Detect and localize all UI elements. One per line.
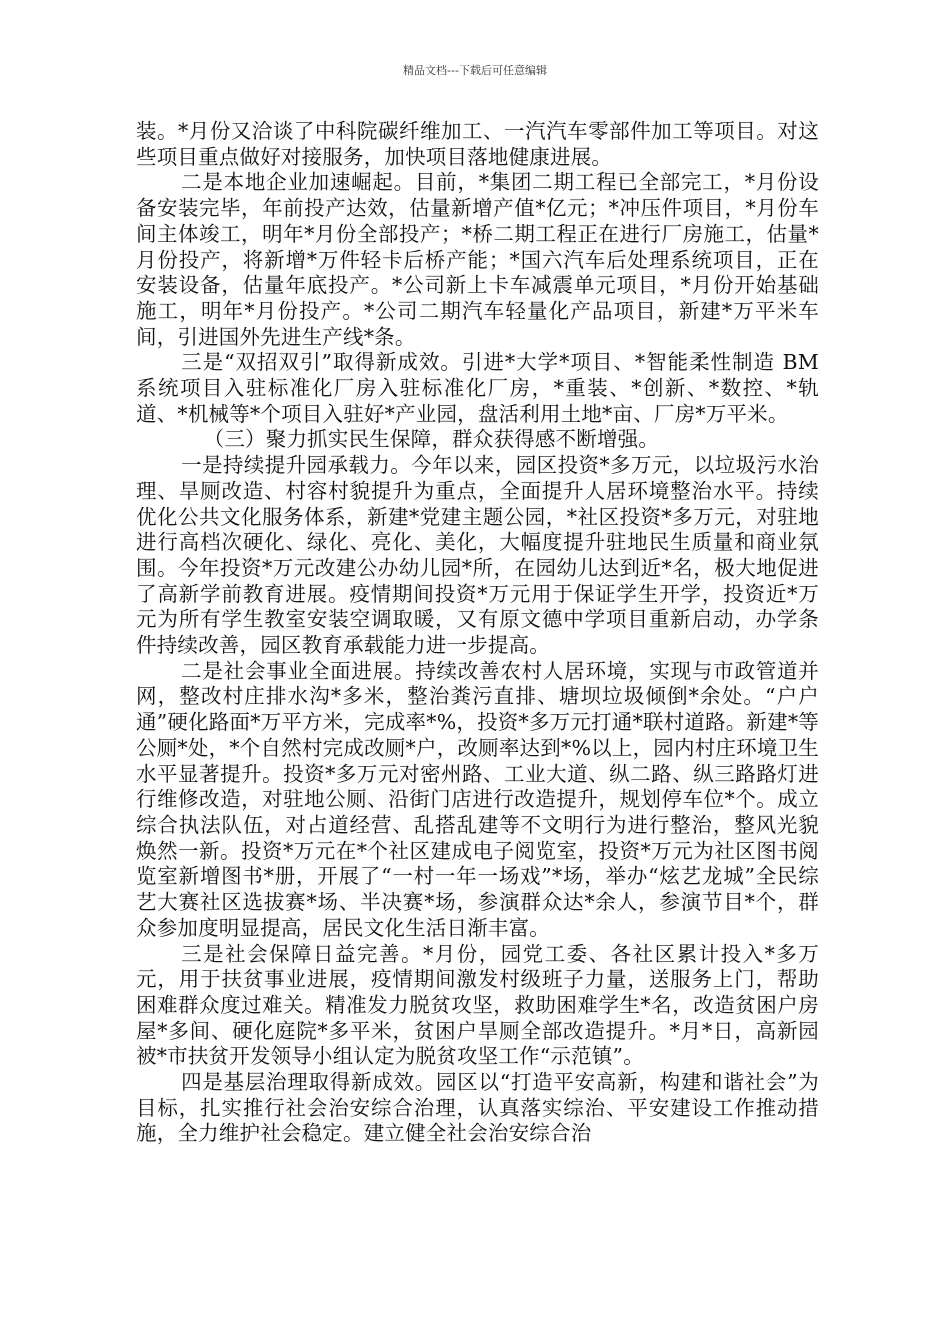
paragraph-social-security: 三是社会保障日益完善。*月份，园党工委、各社区累计投入*多万元，用于扶贫事业进展，疫情期间激发村级班子力量，送服务上门，帮助困难群众度过难关。精准发力脱贫攻坚，救助困难学生*名，改造贫困户房屋*多间、硬化庭院*多平米，贫困户旱厕全部改造提升。*月*日，高新园被*市扶贫开发领导小组认定为脱贫攻坚工作“示范镇”。 bbox=[136, 941, 819, 1069]
paragraph-local-enterprises: 二是本地企业加速崛起。目前，*集团二期工程已全部完工，*月份设备安装完毕，年前投产达效，估量新增产值*亿元；*冲压件项目，*月份车间主体竣工，明年*月份全部投产；*桥二期工程正在进行厂房施工，估量*月份投产，将新增*万件轻卡后桥产能；*国六汽车后处理系统项目，正在安装设备，估量年底投产。*公司新上卡车减震单元项目，*月份开始基础施工，明年*月份投产。*公司二期汽车轻量化产品项目，新建*万平米车间，引进国外先进生产线*条。 bbox=[136, 170, 819, 349]
paragraph-investment-attraction: 三是“双招双引”取得新成效。引进*大学*项目、*智能柔性制造 BM 系统项目入驻标准化厂房入驻标准化厂房，*重装、*创新、*数控、*轨道、*机械等*个项目入驻好*产业园，盘活利用土地*亩、厂房*万平米。 bbox=[136, 350, 819, 426]
paragraph-social-affairs: 二是社会事业全面进展。持续改善农村人居环境，实现与市政管道并网，整改村庄排水沟*多米，整治粪污直排、塘坝垃圾倾倒*余处。“户户通”硬化路面*万平方米，完成率*%，投资*多万元打通*联村道路。新建*等公厕*处，*个自然村完成改厕*户，改厕率达到*%以上，园内村庄环境卫生水平显著提升。投资*多万元对密州路、工业大道、纵二路、纵三路路灯进行维修改造，对驻地公厕、沿街门店进行改造提升，规划停车位*个。成立综合执法队伍，对占道经营、乱搭乱建等不文明行为进行整治，整风光貌焕然一新。投资*万元在*个社区建成电子阅览室，投资*万元为社区图书阅览室新增图书*册，开展了“一村一年一场戏”*场，举办“炫艺龙城”全民综艺大赛社区选拔赛*场、半决赛*场，参演群众达*余人，参演节目*个，群众参加度明显提高，居民文化生活日渐丰富。 bbox=[136, 658, 819, 940]
page-header: 精品文档---下载后可任意编辑 bbox=[403, 64, 547, 77]
paragraph-carrying-capacity: 一是持续提升园承载力。今年以来，园区投资*多万元，以垃圾污水治理、旱厕改造、村容村貌提升为重点，全面提升人居环境整治水平。持续优化公共文化服务体系，新建*党建主题公园，*社区投资*多万元，对驻地进行高档次硬化、绿化、亮化、美化，大幅度提升驻地民生质量和商业氛围。今年投资*万元改建公办幼儿园*所，在园幼儿达到近*名，极大地促进了高新学前教育进展。疫情期间投资*万元用于保证学生开学，投资近*万元为所有学生教室安装空调取暖，又有原文德中学项目重新启动，办学条件持续改善，园区教育承载能力进一步提高。 bbox=[136, 453, 819, 658]
document-body bbox=[136, 119, 819, 1147]
paragraph-grassroots-governance: 四是基层治理取得新成效。园区以“打造平安高新，构建和谐社会”为目标，扎实推行社会治安综合治理，认真落实综治、平安建设工作推动措施，全力维护社会稳定。建立健全社会治安综合治 bbox=[136, 1070, 819, 1146]
paragraph-continuation: 装。*月份又洽谈了中科院碳纤维加工、一汽汽车零部件加工等项目。对这些项目重点做好对接服务，加快项目落地健康进展。 bbox=[136, 119, 819, 169]
section-heading-livelihood: （三）聚力抓实民生保障，群众获得感不断增强。 bbox=[203, 427, 660, 452]
